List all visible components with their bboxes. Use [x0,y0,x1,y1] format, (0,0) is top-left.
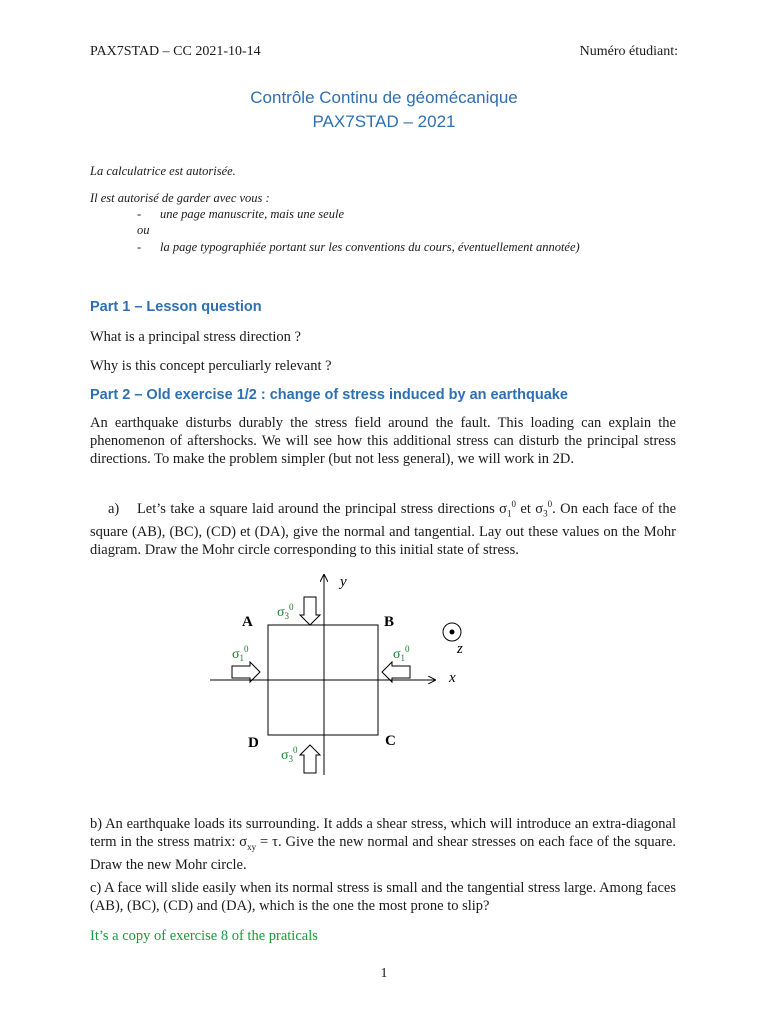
z-axis-dot-icon [450,630,455,635]
header-course-code: PAX7STAD – CC 2021-10-14 [90,44,261,59]
corner-d: D [248,735,259,751]
sigma1-sup: 0 [511,499,516,509]
question-a-text-3: . On each face of the square (AB), (BC), (CD) et (DA), give the normal and tangential. Lay out these values on the Mohr diagram. Draw the Mohr circle corresponding to this initial state of stress. [90,500,677,559]
question-a-text-2: et σ [515,500,544,517]
z-axis-label: z [457,641,463,657]
corner-a: A [242,614,253,630]
arrow-top [300,597,320,625]
part1-question-1: What is a principal stress direction ? [90,329,301,345]
question-a-label: a) [108,500,120,517]
corner-b: B [384,614,395,630]
question-c: c) A face will slide easily when its normal stress is small and the tangential stress large. Among faces (AB), (BC), (CD) and (DA), which is the one the most prone to slip? [90,880,676,915]
option-1: une page manuscrite, mais une seule [160,207,344,221]
sigma3-bottom-label: $\sigma_3^0$ [281,745,298,764]
page-subtitle: PAX7STAD – 2021 [312,112,456,131]
question-b [90,815,676,875]
corner-c: C [385,733,396,749]
sigma1-left-label: $\sigma_1^0$ [232,644,249,663]
sigma1-sub: 1 [506,508,512,519]
or-text: ou [137,223,150,237]
sigma3-sub: 3 [543,508,548,519]
sigma3-sup: 0 [547,499,553,509]
sigma-xy-sub: xy [247,842,257,853]
arrow-right [382,662,410,682]
sigma3-top-label: $\sigma_3^0$ [277,602,294,621]
arrow-bottom [300,745,320,773]
calculator-note: La calculatrice est autorisée. [90,164,236,178]
x-axis-label: x [449,670,456,686]
option-2: la page typographiée portant sur les conventions du cours, éventuellement annotée) [160,240,580,254]
sigma1-right-label: $\sigma_1^0$ [393,644,410,663]
header-student-number: Numéro étudiant: [579,44,678,59]
y-axis-label: y [340,574,347,590]
question-b-text-1: b) An earthquake loads its surrounding. It adds a shear stress, which will introduce an extra-diagonal term in the stress matrix: σ [90,816,676,851]
arrow-left [232,662,260,682]
dash-1: - [137,207,142,221]
part1-heading: Part 1 – Lesson question [90,299,262,315]
question-a [90,495,676,559]
part1-question-2: Why is this concept perculiarly relevant ? [90,358,332,374]
keep-intro: Il est autorisé de garder avec vous : [90,191,270,205]
page-title: Contrôle Continu de géomécanique [250,88,518,107]
dash-2: - [137,240,142,254]
page-number: 1 [380,966,388,981]
exercise-note: It’s a copy of exercise 8 of the praticals [90,928,318,944]
question-a-text-1: Let’s take a square laid around the principal stress directions σ [136,500,507,517]
part2-intro: An earthquake disturbs durably the stress field around the fault. This loading can explain the phenomenon of aftershocks. We will see how this additional stress can disturb the principal stress directions. To make the problem simpler (but not less general), we will work in 2D. [90,415,676,468]
stress-square-diagram [200,570,490,805]
question-b-text-2: = τ. Give the new normal and shear stresses on each face of the square. Draw the new Mohr circle. [90,834,677,874]
part2-heading: Part 2 – Old exercise 1/2 : change of stress induced by an earthquake [90,387,568,403]
